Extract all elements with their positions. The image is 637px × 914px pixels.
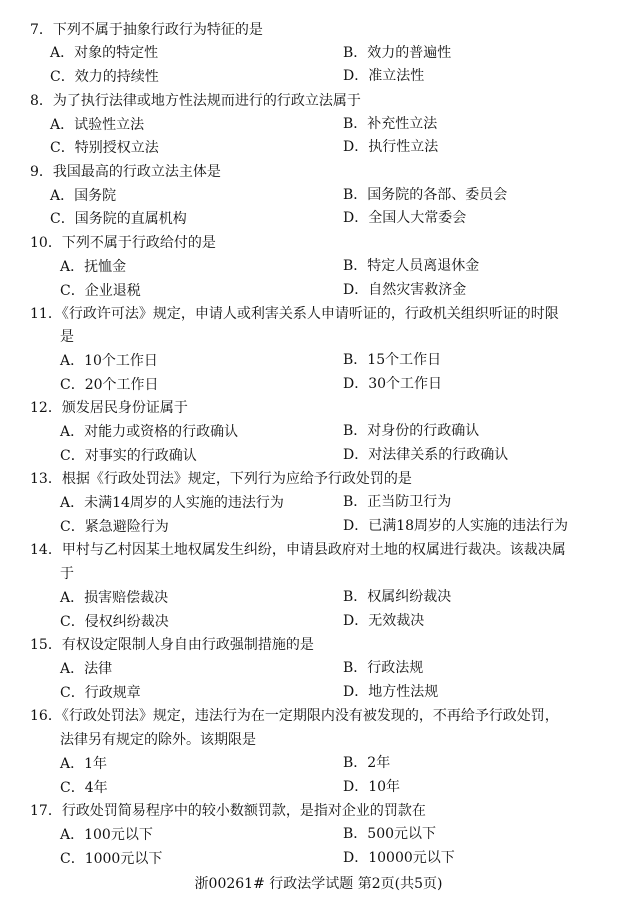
option-a: A．国务院: [50, 188, 117, 204]
question-stem: 14．甲村与乙村因某土地权属发生纠纷，申请县政府对土地的权属进行裁决。该裁决属: [30, 542, 566, 558]
option-a: A．法律: [60, 661, 113, 677]
option-a: A．抚恤金: [60, 259, 127, 275]
option-b: B．权属纠纷裁决: [343, 589, 452, 605]
option-b: B．对身份的行政确认: [343, 423, 480, 439]
option-a: A．损害赔偿裁决: [60, 590, 169, 606]
option-c: C．对事实的行政确认: [60, 448, 197, 464]
option-b: B．国务院的各部、委员会: [343, 187, 508, 203]
option-d: D．地方性法规: [343, 684, 439, 700]
page-footer: 浙00261# 行政法学试题 第2页(共5页): [194, 876, 443, 892]
option-c: C．1000元以下: [60, 851, 163, 867]
question-stem: 8．为了执行法律或地方性法规而进行的行政立法属于: [30, 93, 361, 109]
option-d: D．执行性立法: [343, 139, 439, 155]
option-b: B．500元以下: [343, 826, 437, 842]
question-stem-continued: 于: [60, 566, 74, 582]
option-d: D．无效裁决: [343, 613, 425, 629]
question-stem: 16．《行政处罚法》规定，违法行为在一定期限内没有被发现的，不再给予行政处罚，: [30, 708, 559, 724]
option-a: A．10个工作日: [60, 353, 158, 369]
option-a: A．对能力或资格的行政确认: [60, 424, 239, 440]
option-d: D．全国人大常委会: [343, 210, 467, 226]
option-a: A．1年: [60, 756, 108, 772]
question-stem-continued: 法律另有规定的除外。该期限是: [60, 732, 256, 748]
option-c: C．效力的持续性: [50, 69, 159, 85]
option-c: C．特别授权立法: [50, 140, 159, 156]
option-d: D．准立法性: [343, 68, 425, 84]
option-d: D．10000元以下: [343, 850, 455, 866]
option-c: C．企业退税: [60, 283, 141, 299]
option-d: D．已满18周岁的人实施的违法行为: [343, 518, 569, 534]
option-d: D．自然灾害救济金: [343, 282, 467, 298]
option-a: A．未满14周岁的人实施的违法行为: [60, 495, 284, 511]
question-stem: 13．根据《行政处罚法》规定，下列行为应给予行政处罚的是: [30, 471, 412, 487]
option-c: C．4年: [60, 780, 108, 796]
option-c: C．行政规章: [60, 685, 141, 701]
option-d: D．对法律关系的行政确认: [343, 447, 509, 463]
question-stem: 9．我国最高的行政立法主体是: [30, 164, 221, 180]
option-a: A．100元以下: [60, 827, 153, 843]
question-stem: 7．下列不属于抽象行政行为特征的是: [30, 22, 263, 38]
question-stem: 15．有权设定限制人身自由行政强制措施的是: [30, 637, 314, 653]
option-c: C．国务院的直属机构: [50, 211, 187, 227]
option-b: B．补充性立法: [343, 116, 438, 132]
question-stem: 12．颁发居民身份证属于: [30, 400, 188, 416]
option-a: A．试验性立法: [50, 117, 145, 133]
option-b: B．特定人员离退休金: [343, 258, 480, 274]
option-b: B．2年: [343, 755, 391, 771]
option-d: D．30个工作日: [343, 376, 443, 392]
option-a: A．对象的特定性: [50, 45, 159, 61]
option-b: B．行政法规: [343, 660, 424, 676]
question-stem: 17．行政处罚简易程序中的较小数额罚款，是指对企业的罚款在: [30, 803, 426, 819]
option-c: C．紧急避险行为: [60, 519, 169, 535]
option-b: B．15个工作日: [343, 352, 442, 368]
option-b: B．正当防卫行为: [343, 494, 452, 510]
option-b: B．效力的普遍性: [343, 45, 452, 61]
option-c: C．20个工作日: [60, 377, 159, 393]
option-c: C．侵权纠纷裁决: [60, 614, 169, 630]
option-d: D．10年: [343, 779, 401, 795]
question-stem: 10．下列不属于行政给付的是: [30, 235, 216, 251]
question-stem-continued: 是: [60, 329, 74, 345]
question-stem: 11．《行政许可法》规定，申请人或利害关系人申请听证的，行政机关组织听证的时限: [30, 306, 559, 322]
